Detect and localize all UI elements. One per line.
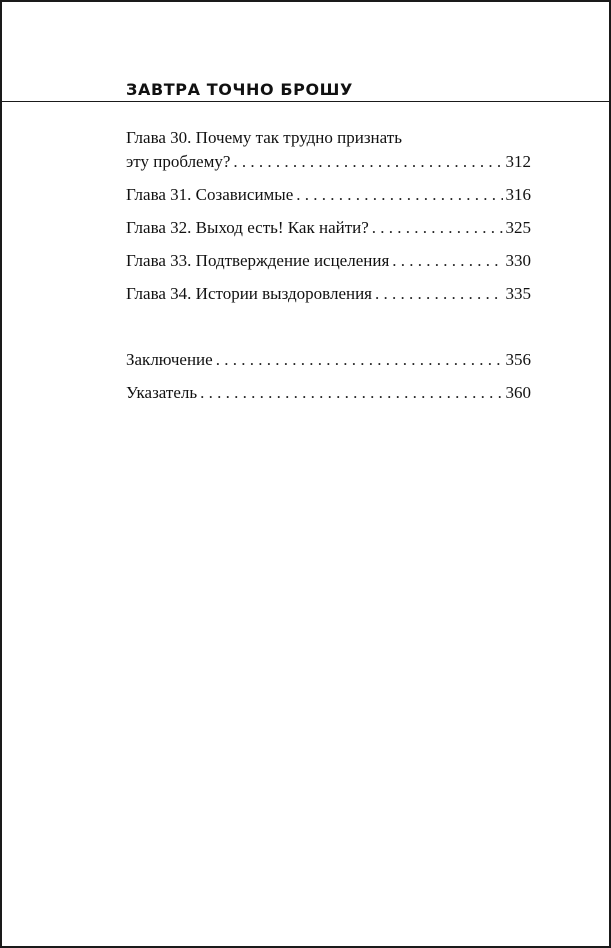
toc-entry-page-number: 316 <box>505 185 531 204</box>
toc-entry-page-number: 335 <box>505 284 531 303</box>
toc-entry-title: Указатель <box>126 383 198 402</box>
toc-entry-page-number: 312 <box>505 152 531 171</box>
toc-entry-chapter-33 <box>126 249 531 273</box>
toc-entry-page-number: 356 <box>505 350 531 369</box>
toc-entry-title: Глава 33. Подтверждение исцеления <box>126 251 390 270</box>
dot-leader <box>375 282 502 306</box>
dot-leader <box>200 381 502 405</box>
toc-entry-title: Глава 34. Истории выздоровления <box>126 284 373 303</box>
toc-entry-title-line2: эту проблему? <box>126 152 231 171</box>
toc-entry-page-number: 325 <box>505 218 531 237</box>
toc-entry-index <box>126 381 531 405</box>
dot-leader <box>392 249 502 273</box>
toc-entry-chapter-31 <box>126 183 531 207</box>
header-rule <box>2 101 609 102</box>
dot-leader <box>372 216 503 240</box>
table-of-contents <box>126 126 531 405</box>
toc-entry-title: Заключение <box>126 350 213 369</box>
toc-entry-title-line1: Глава 30. Почему так трудно признать <box>126 128 402 147</box>
toc-entry-chapter-30 <box>126 126 531 174</box>
toc-entry-page-number: 360 <box>505 383 531 402</box>
toc-entry-title: Глава 31. Созависимые <box>126 185 294 204</box>
running-head: ЗАВТРА ТОЧНО БРОШУ <box>126 80 353 99</box>
dot-leader <box>233 150 502 174</box>
toc-entry-title: Глава 32. Выход есть! Как найти? <box>126 218 369 237</box>
dot-leader <box>216 348 503 372</box>
toc-entry-conclusion <box>126 348 531 372</box>
toc-entry-chapter-34 <box>126 282 531 306</box>
dot-leader <box>296 183 502 207</box>
toc-entry-chapter-32 <box>126 216 531 240</box>
toc-entry-page-number: 330 <box>505 251 531 270</box>
